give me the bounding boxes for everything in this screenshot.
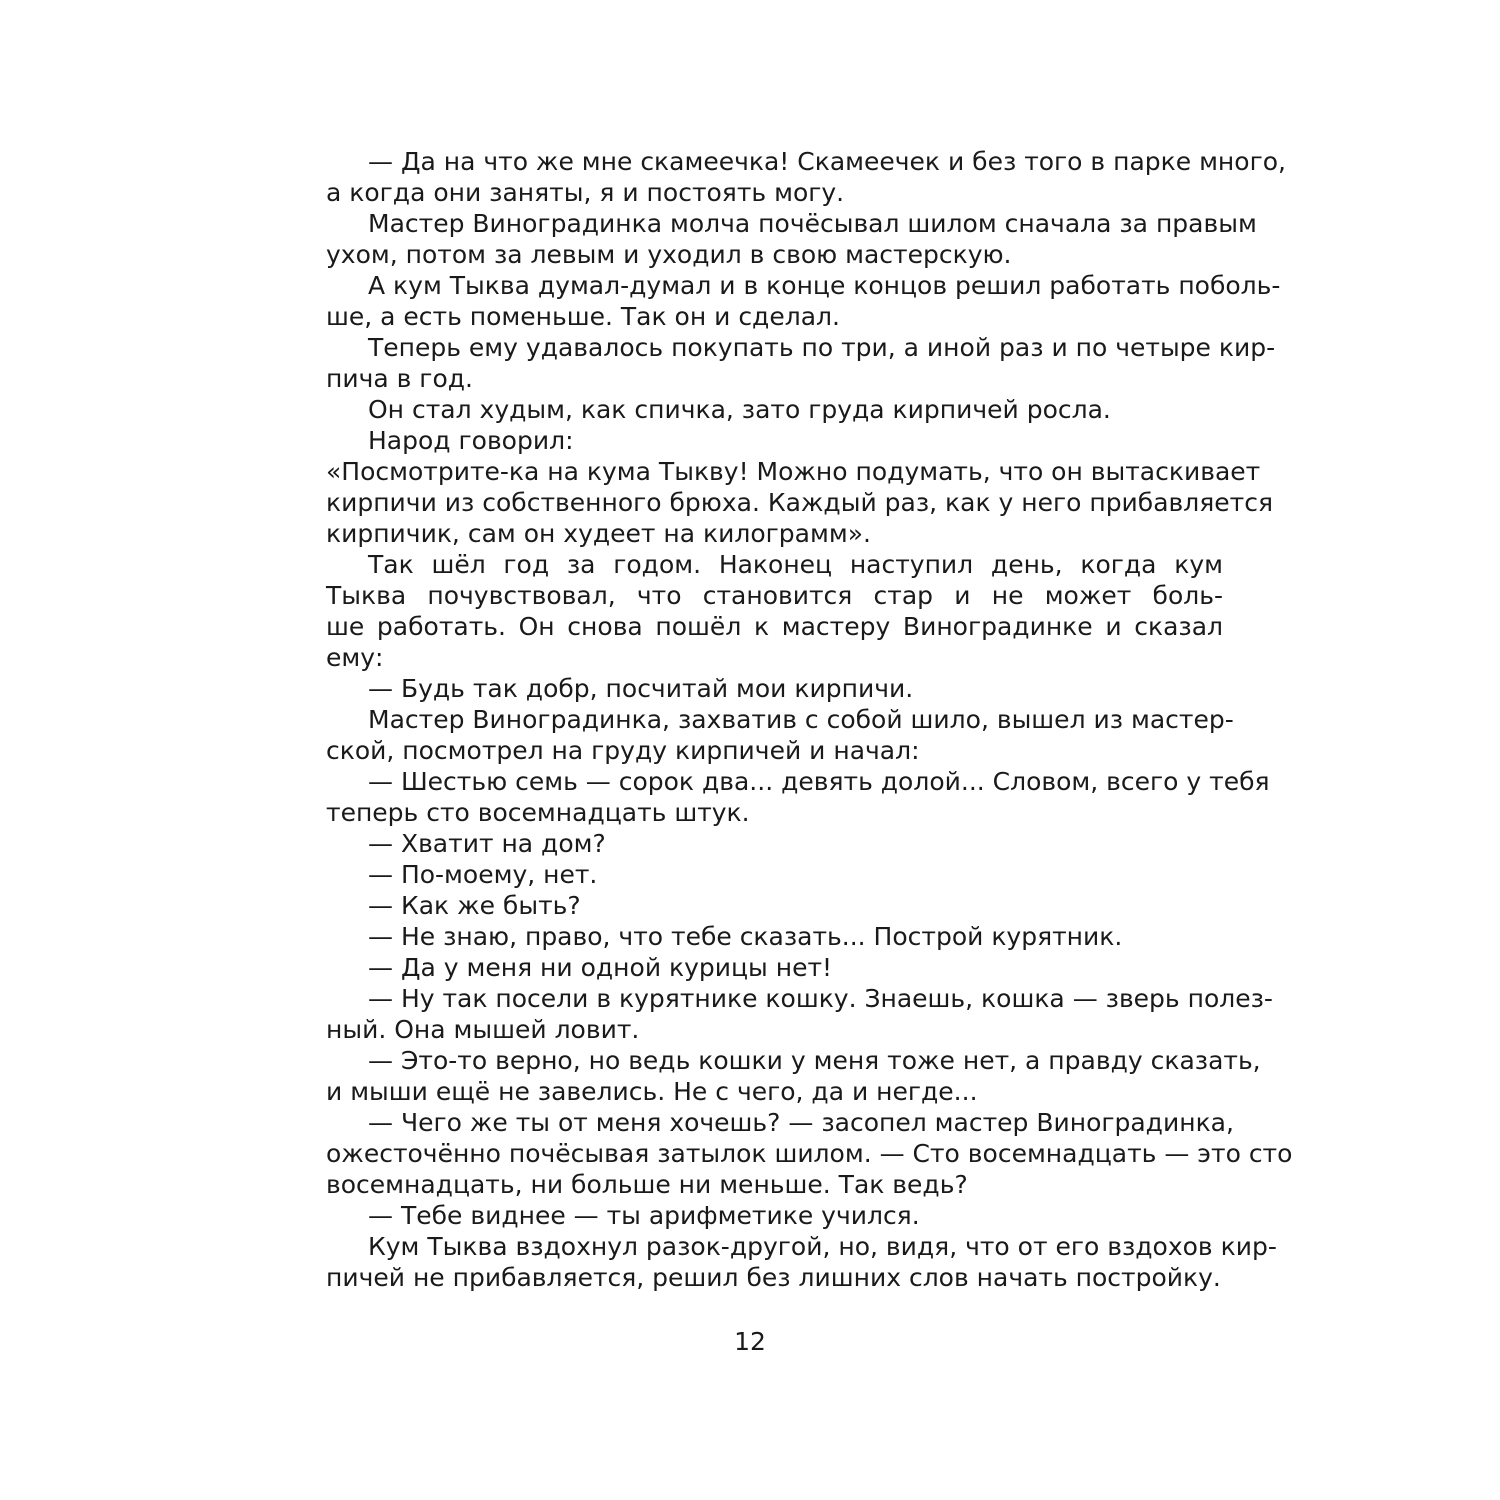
text-line: — Как же быть?: [368, 891, 581, 920]
text-line: ему:: [326, 643, 384, 672]
text-line: Кум Тыква вздохнул разок-другой, но, видя, что от его вздохов кир-: [368, 1232, 1277, 1261]
text-line: — Не знаю, право, что тебе сказать... Построй курятник.: [368, 922, 1123, 951]
text-line: Мастер Виноградинка молча почёсывал шилом сначала за правым: [368, 209, 1257, 238]
text-line: А кум Тыква думал-думал и в конце концов решил работать поболь-: [368, 271, 1281, 300]
text-line: Он стал худым, как спичка, зато груда кирпичей росла.: [368, 395, 1111, 424]
text-line: «Посмотрите-ка на кума Тыкву! Можно подумать, что он вытаскивает: [326, 457, 1261, 486]
text-line: ше работать. Он снова пошёл к мастеру Виноградинке и сказал: [326, 612, 1223, 641]
text-line: ный. Она мышей ловит.: [326, 1015, 640, 1044]
text-line: ше, а есть поменьше. Так он и сделал.: [326, 302, 840, 331]
text-line: и мыши ещё не завелись. Не с чего, да и негде...: [326, 1077, 978, 1106]
text-line: Мастер Виноградинка, захватив с собой шило, вышел из мастер-: [368, 705, 1234, 734]
text-line: ской, посмотрел на груду кирпичей и начал:: [326, 736, 920, 765]
body-text: [326, 146, 1293, 1293]
text-line: ухом, потом за левым и уходил в свою мастерскую.: [326, 240, 1012, 269]
text-line: — Шестью семь — сорок два... девять долой... Словом, всего у тебя: [368, 767, 1270, 796]
text-line: — Будь так добр, посчитай мои кирпичи.: [368, 674, 914, 703]
text-line: — Ну так посели в курятнике кошку. Знаешь, кошка — зверь полез-: [368, 984, 1273, 1013]
text-line: — Да у меня ни одной курицы нет!: [368, 953, 833, 982]
text-line: пичей не прибавляется, решил без лишних слов начать постройку.: [326, 1263, 1221, 1292]
text-line: — Да на что же мне скамеечка! Скамеечек и без того в парке много,: [368, 147, 1286, 176]
text-line: — Это-то верно, но ведь кошки у меня тоже нет, а правду сказать,: [368, 1046, 1261, 1075]
text-line: — Тебе виднее — ты арифметике учился.: [368, 1201, 920, 1230]
text-line: восемнадцать, ни больше ни меньше. Так ведь?: [326, 1170, 968, 1199]
text-line: ожесточённо почёсывая затылок шилом. — Сто восемнадцать — это сто: [326, 1139, 1293, 1168]
text-line: Тыква почувствовал, что становится стар и не может боль-: [326, 581, 1223, 610]
text-line: теперь сто восемнадцать штук.: [326, 798, 750, 827]
text-line: — Чего же ты от меня хочешь? — засопел мастер Виноградинка,: [368, 1108, 1234, 1137]
text-line: кирпичик, сам он худеет на килограмм».: [326, 519, 871, 548]
text-line: пича в год.: [326, 364, 473, 393]
text-line: Так шёл год за годом. Наконец наступил день, когда кум: [368, 550, 1223, 579]
page-number: 12: [734, 1327, 766, 1356]
text-line: — По-моему, нет.: [368, 860, 598, 889]
text-line: — Хватит на дом?: [368, 829, 606, 858]
text-line: Народ говорил:: [368, 426, 574, 455]
text-line: а когда они заняты, я и постоять могу.: [326, 178, 845, 207]
text-line: Теперь ему удавалось покупать по три, а иной раз и по четыре кир-: [368, 333, 1276, 362]
text-line: кирпичи из собственного брюха. Каждый раз, как у него прибавляется: [326, 488, 1274, 517]
